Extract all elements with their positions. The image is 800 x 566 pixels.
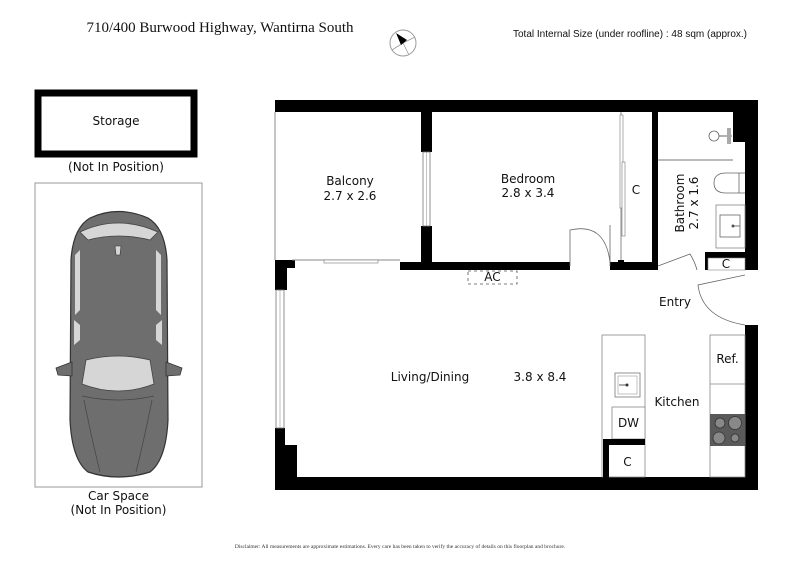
car-space-note: (Not In Position) <box>70 503 167 517</box>
entry-label: Entry <box>659 295 691 309</box>
kitchen-name: Kitchen <box>654 395 700 409</box>
bedroom-name: Bedroom <box>500 172 556 186</box>
property-address: 710/400 Burwood Highway, Wantirna South <box>86 20 354 36</box>
ac-label: AC <box>484 270 501 284</box>
bathroom-dims: 2.7 x 1.6 <box>687 176 701 230</box>
dishwasher-label: DW <box>617 416 640 430</box>
kitchen-cupboard-label: C <box>623 455 632 469</box>
cooktop-icon <box>710 414 745 446</box>
bathroom-name: Bathroom <box>673 173 687 233</box>
compass-icon <box>390 30 416 56</box>
balcony-name: Balcony <box>326 174 374 188</box>
bedroom-dims: 2.8 x 3.4 <box>501 186 555 200</box>
bedroom-cupboard-label: C <box>631 183 641 197</box>
fridge-label: Ref. <box>716 352 739 366</box>
living-name: Living/Dining <box>390 370 470 384</box>
disclaimer: Disclaimer: All measurements are approximate estimations. Every care has been taken to verify the accuracy of details on this floorplan and brochure. <box>234 544 566 550</box>
storage-label: Storage <box>92 114 140 128</box>
balcony-dims: 2.7 x 2.6 <box>323 189 377 203</box>
bathroom-cupboard-label: C <box>721 257 731 271</box>
living-dims: 3.8 x 8.4 <box>513 370 567 384</box>
car-icon <box>56 212 182 478</box>
total-internal-size: Total Internal Size (under roofline) : 48 sqm (approx.) <box>513 29 747 40</box>
storage-note: (Not In Position) <box>68 160 164 174</box>
car-space-label: Car Space <box>87 489 150 503</box>
